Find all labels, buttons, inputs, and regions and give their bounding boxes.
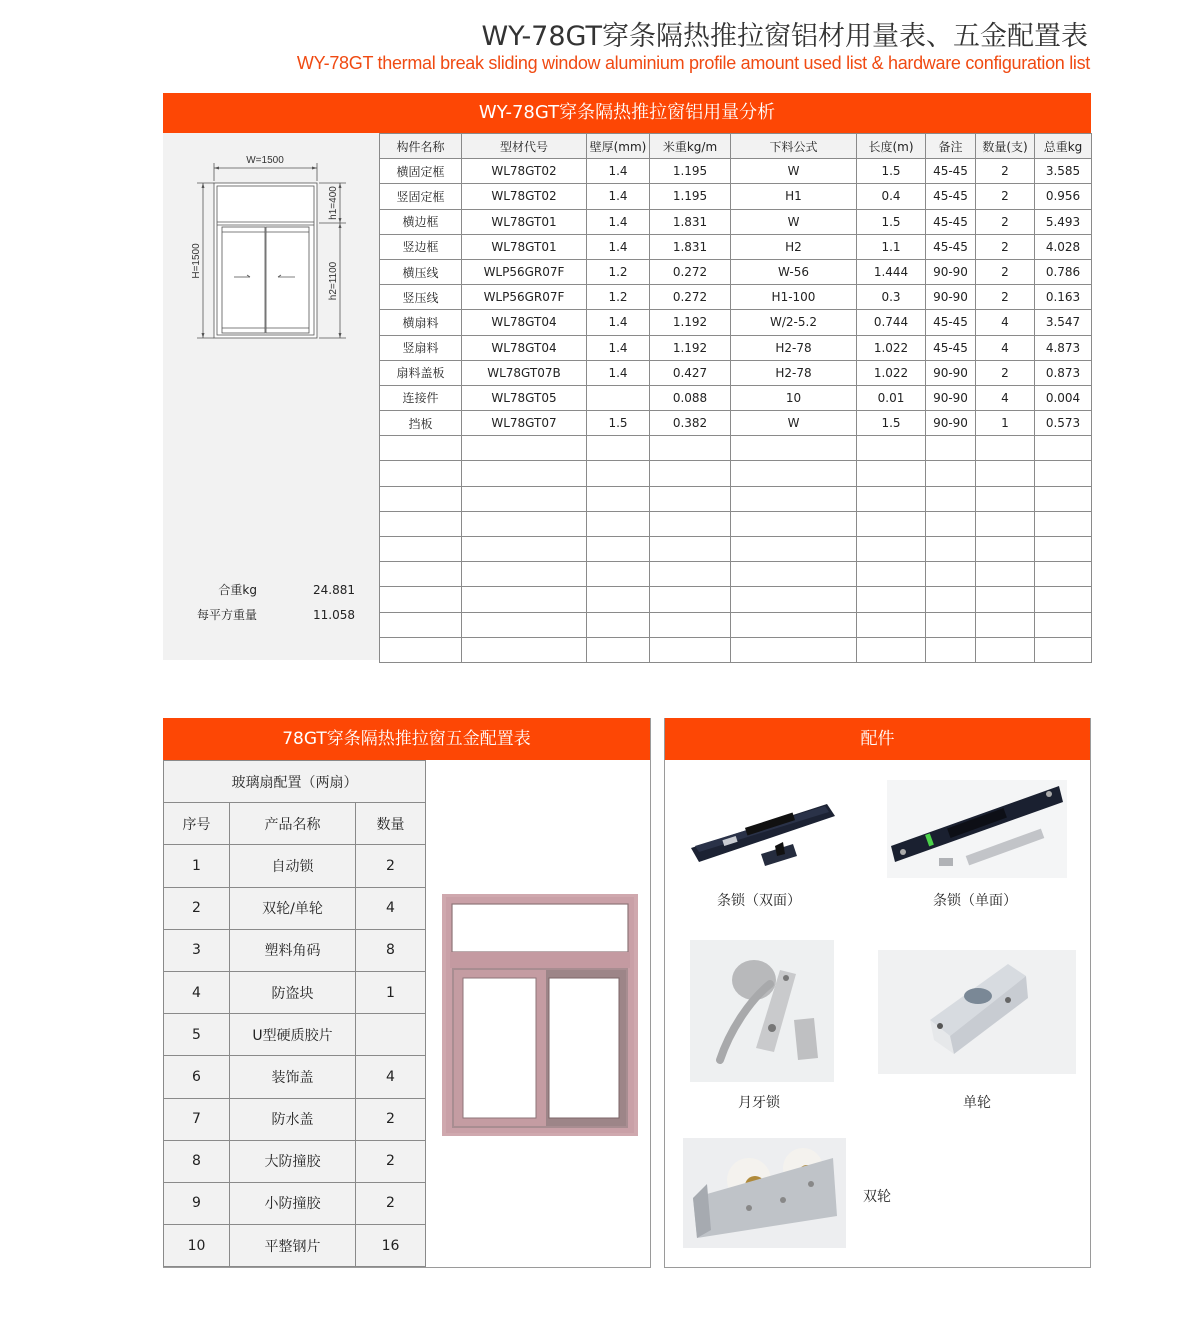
table-cell [976,612,1035,637]
table-cell: 1.5 [587,411,650,436]
table-cell: 挡板 [380,411,462,436]
table-cell [380,537,462,562]
table-cell: 0.956 [1035,184,1092,209]
table-cell: 1.831 [650,209,731,234]
height-label: H=1500 [191,243,202,279]
weight-per-sqm-row [163,603,379,628]
column-header: 构件名称 [380,134,462,159]
table-cell: 装饰盖 [230,1056,356,1098]
table-cell: 2 [356,845,426,887]
table-cell: WL78GT02 [462,159,587,184]
table-cell: 自动锁 [230,845,356,887]
table-cell: 8 [356,929,426,971]
table-cell [731,436,857,461]
table-cell [731,612,857,637]
table-cell: 横边框 [380,209,462,234]
profile-usage-section [163,93,1091,660]
table-cell: 1.195 [650,159,731,184]
table-cell: WLP56GR07F [462,285,587,310]
table-cell: 45-45 [926,209,976,234]
table-cell: 4 [356,1056,426,1098]
table-cell: 1.4 [587,335,650,360]
h2-label: h2=1100 [328,261,339,301]
table-cell [976,461,1035,486]
h1-label: h1=400 [328,186,339,220]
table-cell: 1 [164,845,230,887]
table-cell: WLP56GR07F [462,259,587,284]
hardware-row [164,1182,426,1224]
table-cell [587,385,650,410]
table-cell [857,537,926,562]
table-cell: 0.3 [857,285,926,310]
table-cell [587,486,650,511]
table-cell [857,511,926,536]
table-cell: 90-90 [926,385,976,410]
table-cell [1035,537,1092,562]
table-cell [462,511,587,536]
table-cell [650,562,731,587]
table-cell [1035,436,1092,461]
table-cell: 7 [164,1098,230,1140]
table-cell [587,436,650,461]
outer-frame [214,183,317,338]
hardware-subheader-row [164,761,426,803]
table-cell [857,461,926,486]
table-row [380,511,1092,536]
table-cell [731,562,857,587]
table-cell [380,511,462,536]
table-cell: 1.831 [650,234,731,259]
total-weight-value: 24.881 [313,583,355,597]
table-cell [380,587,462,612]
table-cell: WL78GT01 [462,209,587,234]
table-cell: 扇料盖板 [380,360,462,385]
parts-section-title: 配件 [665,718,1090,760]
column-header: 型材代号 [462,134,587,159]
table-cell: 0.004 [1035,385,1092,410]
table-cell [587,461,650,486]
table-cell [926,511,976,536]
table-cell: 1.4 [587,159,650,184]
width-label: W=1500 [246,155,284,166]
table-cell: 0.088 [650,385,731,410]
table-cell [650,537,731,562]
table-cell: 1.5 [857,209,926,234]
table-cell [926,436,976,461]
page-title-en: WY-78GT thermal break sliding window aluminium profile amount used list & hardware configuration list [296,53,1090,73]
table-cell [1035,562,1092,587]
table-cell [380,436,462,461]
table-cell: 10 [731,385,857,410]
table-cell: 横压线 [380,259,462,284]
hardware-row [164,845,426,887]
hardware-config-table [163,760,426,1267]
table-cell: 90-90 [926,360,976,385]
hardware-row [164,1225,426,1267]
table-cell [380,612,462,637]
table-cell: 大防撞胶 [230,1140,356,1182]
table-cell [731,637,857,662]
table-cell [380,486,462,511]
table-cell [857,637,926,662]
table-cell: 4 [976,385,1035,410]
total-weight-label: 合重kg [218,583,257,597]
double-sided-lock-label: 条锁（双面） [717,893,801,909]
table-cell: 2 [976,234,1035,259]
table-cell: 横扇料 [380,310,462,335]
column-header: 数量(支) [976,134,1035,159]
table-cell: 5 [164,1014,230,1056]
table-cell [976,486,1035,511]
table-row [380,612,1092,637]
table-cell: 竖扇料 [380,335,462,360]
hardware-header-row [164,803,426,845]
table-cell [650,637,731,662]
hardware-row [164,1098,426,1140]
table-cell: 1.022 [857,360,926,385]
column-header: 下料公式 [731,134,857,159]
table-cell: WL78GT07B [462,360,587,385]
column-header: 总重kg [1035,134,1092,159]
table-cell: 0.272 [650,285,731,310]
part-double-sided-lock [685,778,855,908]
table-cell: 4.873 [1035,335,1092,360]
table-cell: W/2-5.2 [731,310,857,335]
table-row [380,637,1092,662]
table-row [380,335,1092,360]
table-cell: 1 [356,971,426,1013]
table-row [380,486,1092,511]
table-cell: H1-100 [731,285,857,310]
table-row [380,411,1092,436]
part-double-roller [683,1138,943,1250]
hardware-row [164,1140,426,1182]
hardware-row [164,929,426,971]
table-cell: 0.744 [857,310,926,335]
table-cell [650,461,731,486]
table-cell: 0.4 [857,184,926,209]
double-roller-label: 双轮 [863,1189,891,1205]
totals-block [163,578,379,628]
table-cell: 1.4 [587,184,650,209]
table-cell: 1.444 [857,259,926,284]
table-cell [587,511,650,536]
table-cell [587,562,650,587]
table-cell: 90-90 [926,259,976,284]
table-cell: 6 [164,1056,230,1098]
table-cell: 4 [164,971,230,1013]
sliding-window-photo [442,894,638,1136]
table-cell: 0.01 [857,385,926,410]
table-cell [731,461,857,486]
hardware-row [164,887,426,929]
table-cell: 0.163 [1035,285,1092,310]
table-cell: 2 [976,285,1035,310]
table-cell [650,436,731,461]
table-cell: 2 [976,159,1035,184]
table-cell [356,1014,426,1056]
drawing-panel [163,133,379,660]
table-cell [731,486,857,511]
table-cell [650,612,731,637]
page-title-cn: WY-78GT穿条隔热推拉窗铝材用量表、五金配置表 [481,21,1088,52]
column-header: 长度(m) [857,134,926,159]
table-cell: 45-45 [926,234,976,259]
table-cell: 16 [356,1225,426,1267]
table-cell [857,587,926,612]
table-header-row [380,134,1092,159]
table-row [380,587,1092,612]
table-cell [587,637,650,662]
table-cell [462,461,587,486]
table-row [380,234,1092,259]
table-cell: 3.585 [1035,159,1092,184]
table-cell: 小防撞胶 [230,1182,356,1224]
table-cell [462,562,587,587]
table-cell: 8 [164,1140,230,1182]
table-cell [380,461,462,486]
table-cell [857,562,926,587]
table-cell [731,511,857,536]
table-cell: 2 [976,360,1035,385]
table-cell [976,537,1035,562]
table-cell [462,587,587,612]
table-cell: 平整钢片 [230,1225,356,1267]
table-cell [1035,461,1092,486]
table-cell [857,612,926,637]
table-cell [926,461,976,486]
window-elevation-drawing [189,151,359,351]
table-cell: 竖固定框 [380,184,462,209]
table-cell: H2-78 [731,360,857,385]
hardware-row [164,1014,426,1056]
table-row [380,159,1092,184]
table-cell: 4 [976,310,1035,335]
table-cell: 防水盖 [230,1098,356,1140]
double-roller-icon [683,1138,846,1248]
table-row [380,360,1092,385]
table-cell [587,537,650,562]
table-cell: 1.4 [587,360,650,385]
table-cell: WL78GT04 [462,335,587,360]
table-cell [976,511,1035,536]
table-cell: 5.493 [1035,209,1092,234]
table-cell: 连接件 [380,385,462,410]
hardware-row [164,1056,426,1098]
table-cell: W-56 [731,259,857,284]
table-cell: 1.4 [587,310,650,335]
table-cell [857,486,926,511]
table-cell [462,486,587,511]
table-cell: 1.4 [587,234,650,259]
table-row [380,310,1092,335]
table-cell: 2 [976,184,1035,209]
profile-section-title: WY-78GT穿条隔热推拉窗铝用量分析 [163,93,1091,133]
part-crescent-lock [690,940,840,1110]
table-cell: WL78GT01 [462,234,587,259]
table-cell [731,537,857,562]
table-row [380,436,1092,461]
table-cell: WL78GT07 [462,411,587,436]
table-cell: 2 [164,887,230,929]
table-cell: 10 [164,1225,230,1267]
table-cell: 1.2 [587,259,650,284]
table-cell [1035,511,1092,536]
table-cell: 横固定框 [380,159,462,184]
table-cell: 1.022 [857,335,926,360]
table-cell: 3.547 [1035,310,1092,335]
table-cell [462,612,587,637]
column-header: 备注 [926,134,976,159]
table-cell [976,562,1035,587]
profile-usage-table [379,133,1092,663]
table-cell: 0.573 [1035,411,1092,436]
table-cell [926,486,976,511]
table-cell: W [731,209,857,234]
table-cell [926,562,976,587]
table-cell: 双轮/单轮 [230,887,356,929]
table-cell: W [731,159,857,184]
part-single-roller [878,950,1078,1120]
table-row [380,461,1092,486]
table-cell: H2 [731,234,857,259]
table-cell: 1.1 [857,234,926,259]
table-cell [462,537,587,562]
table-cell: 竖压线 [380,285,462,310]
table-cell: 2 [356,1098,426,1140]
table-cell [1035,612,1092,637]
table-cell: 0.382 [650,411,731,436]
table-row [380,184,1092,209]
table-cell: 45-45 [926,335,976,360]
single-roller-label: 单轮 [963,1095,991,1111]
table-cell: W [731,411,857,436]
hardware-section-title: 78GT穿条隔热推拉窗五金配置表 [163,718,650,760]
table-cell: 0.427 [650,360,731,385]
table-cell: 1.5 [857,411,926,436]
weight-per-sqm-label: 每平方重量 [196,608,257,622]
glass-sash-config-label: 玻璃扇配置（两扇） [164,761,426,803]
table-cell: WL78GT04 [462,310,587,335]
table-cell [462,637,587,662]
double-sided-lock-icon [685,786,845,874]
table-row [380,285,1092,310]
table-cell [926,637,976,662]
table-cell: 45-45 [926,310,976,335]
table-cell: 9 [164,1182,230,1224]
single-sided-lock-label: 条锁（单面） [933,893,1017,909]
parts-section [664,718,1091,1268]
table-cell: 0.786 [1035,259,1092,284]
table-cell: 4.028 [1035,234,1092,259]
column-header: 壁厚(mm) [587,134,650,159]
total-weight-row [163,578,379,603]
crescent-lock-icon [690,940,834,1082]
table-cell [1035,486,1092,511]
table-cell: 塑料角码 [230,929,356,971]
column-header: 产品名称 [230,803,356,845]
table-cell: 1.4 [587,209,650,234]
table-cell: 1 [976,411,1035,436]
hardware-config-section [163,718,651,1268]
table-row [380,259,1092,284]
table-cell: H2-78 [731,335,857,360]
table-row [380,385,1092,410]
table-cell [926,537,976,562]
table-cell: 1.195 [650,184,731,209]
table-cell: 4 [356,887,426,929]
table-cell [650,511,731,536]
table-cell: 45-45 [926,159,976,184]
table-cell: 2 [976,259,1035,284]
table-cell [926,612,976,637]
single-roller-icon [878,950,1076,1074]
table-cell: 1.5 [857,159,926,184]
column-header: 数量 [356,803,426,845]
weight-per-sqm-value: 11.058 [313,608,355,622]
table-cell: 90-90 [926,411,976,436]
table-cell: U型硬质胶片 [230,1014,356,1056]
crescent-lock-label: 月牙锁 [738,1095,780,1111]
table-row [380,537,1092,562]
table-cell: 2 [356,1140,426,1182]
table-cell [380,637,462,662]
table-cell [587,587,650,612]
column-header: 米重kg/m [650,134,731,159]
table-cell [650,587,731,612]
table-cell [857,436,926,461]
table-cell: 1.2 [587,285,650,310]
table-cell [462,436,587,461]
table-cell: 2 [356,1182,426,1224]
table-cell [380,562,462,587]
table-cell: 45-45 [926,184,976,209]
table-cell: 2 [976,209,1035,234]
table-cell: 3 [164,929,230,971]
table-cell [976,637,1035,662]
table-cell [650,486,731,511]
table-cell: 竖边框 [380,234,462,259]
part-single-sided-lock [887,778,1067,908]
table-cell [926,587,976,612]
table-cell: 0.272 [650,259,731,284]
table-row [380,209,1092,234]
table-cell [731,587,857,612]
table-cell: 1.192 [650,310,731,335]
table-row [380,562,1092,587]
column-header: 序号 [164,803,230,845]
table-cell [1035,587,1092,612]
table-cell [976,436,1035,461]
table-cell: 防盗块 [230,971,356,1013]
table-cell: 1.192 [650,335,731,360]
table-cell: WL78GT05 [462,385,587,410]
hardware-row [164,971,426,1013]
table-cell: WL78GT02 [462,184,587,209]
table-cell: 90-90 [926,285,976,310]
table-cell [1035,637,1092,662]
single-sided-lock-icon [887,780,1067,878]
table-cell: 0.873 [1035,360,1092,385]
table-cell [587,612,650,637]
table-cell: 4 [976,335,1035,360]
table-cell: H1 [731,184,857,209]
table-cell [976,587,1035,612]
